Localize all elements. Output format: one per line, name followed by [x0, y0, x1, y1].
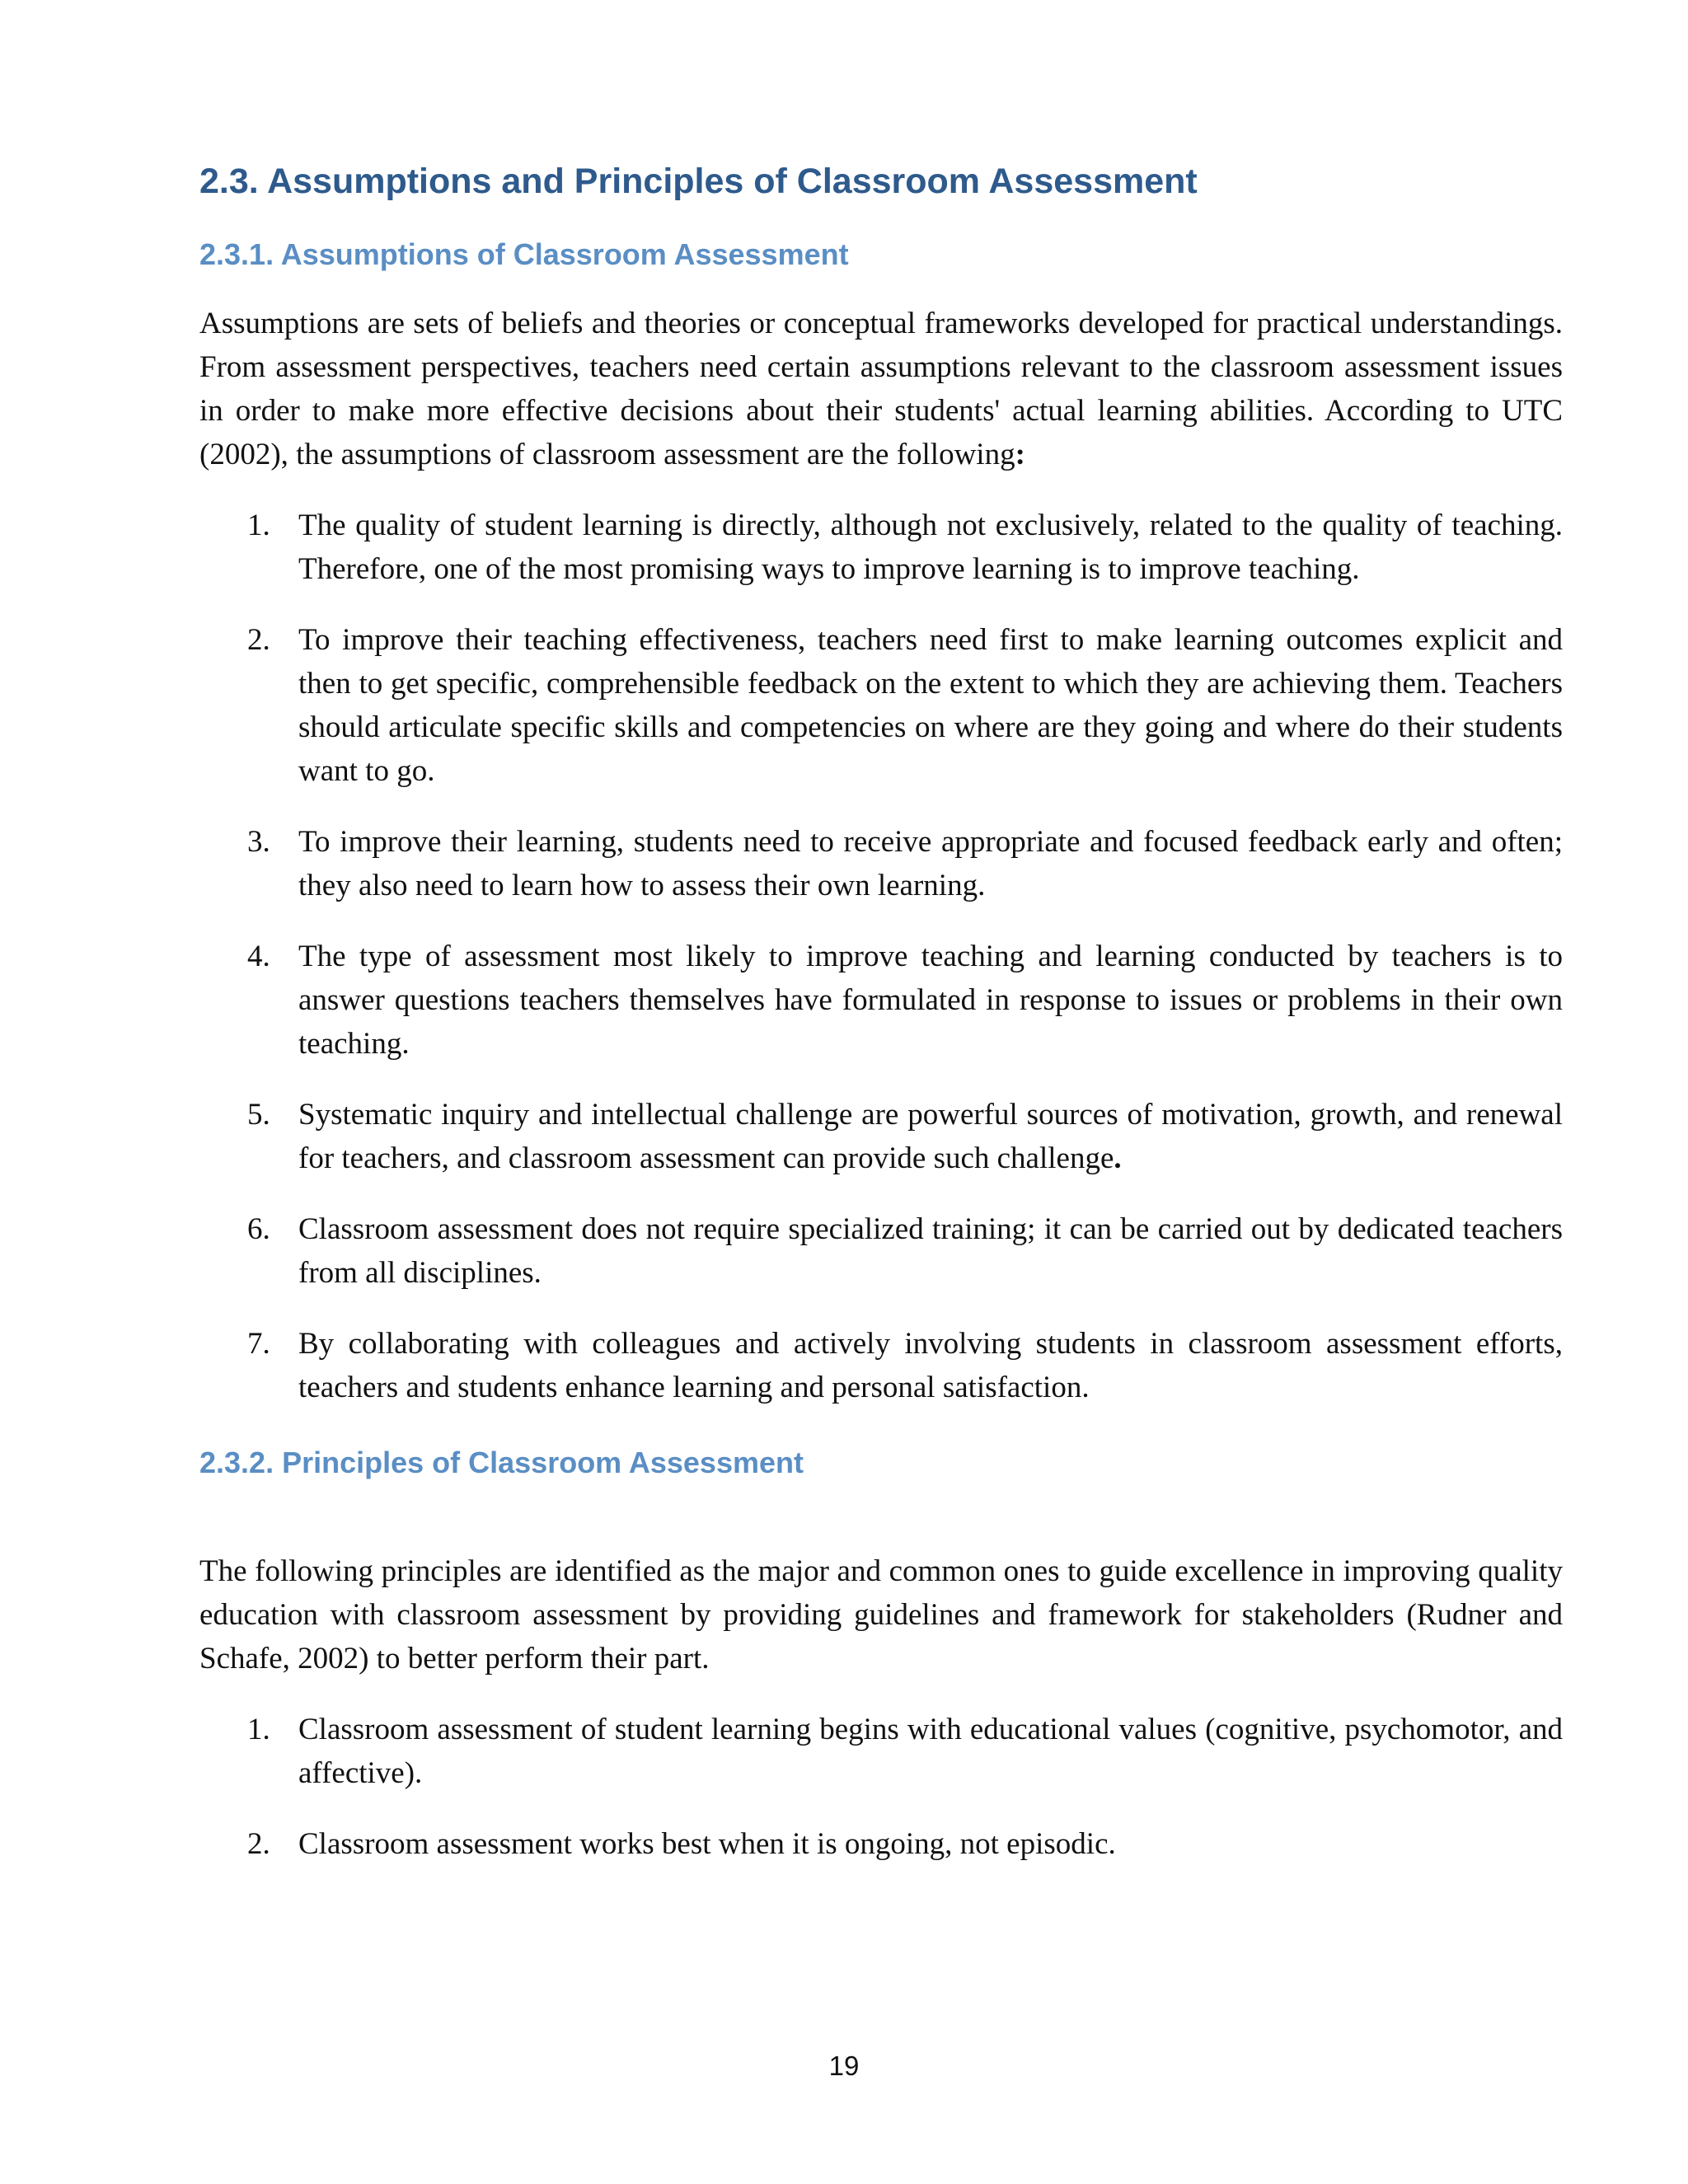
principle-item-2	[199, 1822, 1563, 1866]
assumption-item-7	[199, 1322, 1563, 1409]
assumption-item-5	[199, 1093, 1563, 1180]
assumptions-intro	[199, 302, 1563, 476]
list-number: 3.	[247, 825, 270, 859]
assumption-item-1	[199, 504, 1563, 591]
list-item-text: The type of assessment most likely to improve teaching and learning conducted by teachers is to answer questions teachers themselves have formulated in response to issues or problems in their own teaching.	[298, 940, 1563, 1061]
principle-item-1	[199, 1708, 1563, 1795]
list-item-bold-period: .	[1114, 1141, 1122, 1175]
list-item-text: By collaborating with colleagues and actively involving students in classroom assessment efforts, teachers and students enhance learning and personal satisfaction.	[298, 1327, 1563, 1404]
list-item-text: Classroom assessment of student learning begins with educational values (cognitive, psychomotor, and affective).	[298, 1713, 1563, 1790]
principles-heading: 2.3.2. Principles of Classroom Assessment	[199, 1446, 804, 1479]
section-title: 2.3. Assumptions and Principles of Classroom Assessment	[199, 162, 1198, 201]
principles-list	[199, 1708, 1563, 1866]
assumptions-list	[199, 504, 1563, 1409]
list-number: 7.	[247, 1327, 270, 1361]
page-number: 19	[828, 2050, 860, 2081]
assumptions-intro-colon: :	[1015, 438, 1025, 471]
assumptions-intro-text: Assumptions are sets of beliefs and theories or conceptual frameworks developed for practical understandings. From assessment perspectives, teachers need certain assumptions relevant to the classroom assessment issues in order to make more effective decisions about their students' actual learning abilities. According to UTC (2002), the assumptions of classroom assessment are the following	[199, 307, 1563, 471]
assumption-item-6	[199, 1207, 1563, 1295]
principles-intro: The following principles are identified as the major and common ones to guide excellence in improving quality education with classroom assessment by providing guidelines and framework for stakeholders (Rudner and Schafe, 2002) to better perform their part.	[199, 1554, 1563, 1675]
assumption-item-4	[199, 935, 1563, 1066]
list-item-text: Classroom assessment works best when it is ongoing, not episodic.	[298, 1827, 1116, 1861]
list-number: 2.	[247, 623, 270, 657]
list-number: 2.	[247, 1827, 270, 1861]
list-number: 5.	[247, 1098, 270, 1132]
list-item-text: To improve their teaching effectiveness, teachers need first to make learning outcomes explicit and then to get specific, comprehensible feedback on the extent to which they are achieving them. Teachers should articulate specific skills and competencies on where are they going and where do their students want to go.	[298, 623, 1563, 788]
list-item-text: The quality of student learning is directly, although not exclusively, related to the quality of teaching. Therefore, one of the most promising ways to improve learning is to improve teaching.	[298, 509, 1563, 586]
list-item-text: Systematic inquiry and intellectual challenge are powerful sources of motivation, growth, and renewal for teachers, and classroom assessment can provide such challenge	[298, 1098, 1563, 1175]
assumptions-heading: 2.3.1. Assumptions of Classroom Assessment	[199, 237, 849, 271]
list-number: 1.	[247, 1713, 270, 1746]
list-item-text: To improve their learning, students need to receive appropriate and focused feedback early and often; they also need to learn how to assess their own learning.	[298, 825, 1563, 902]
assumption-item-3	[199, 820, 1563, 907]
list-number: 4.	[247, 940, 270, 973]
list-number: 6.	[247, 1212, 270, 1246]
list-number: 1.	[247, 509, 270, 542]
page-content	[199, 157, 1563, 1866]
list-item-text: Classroom assessment does not require specialized training; it can be carried out by dedicated teachers from all disciplines.	[298, 1212, 1563, 1290]
assumption-item-2	[199, 618, 1563, 793]
